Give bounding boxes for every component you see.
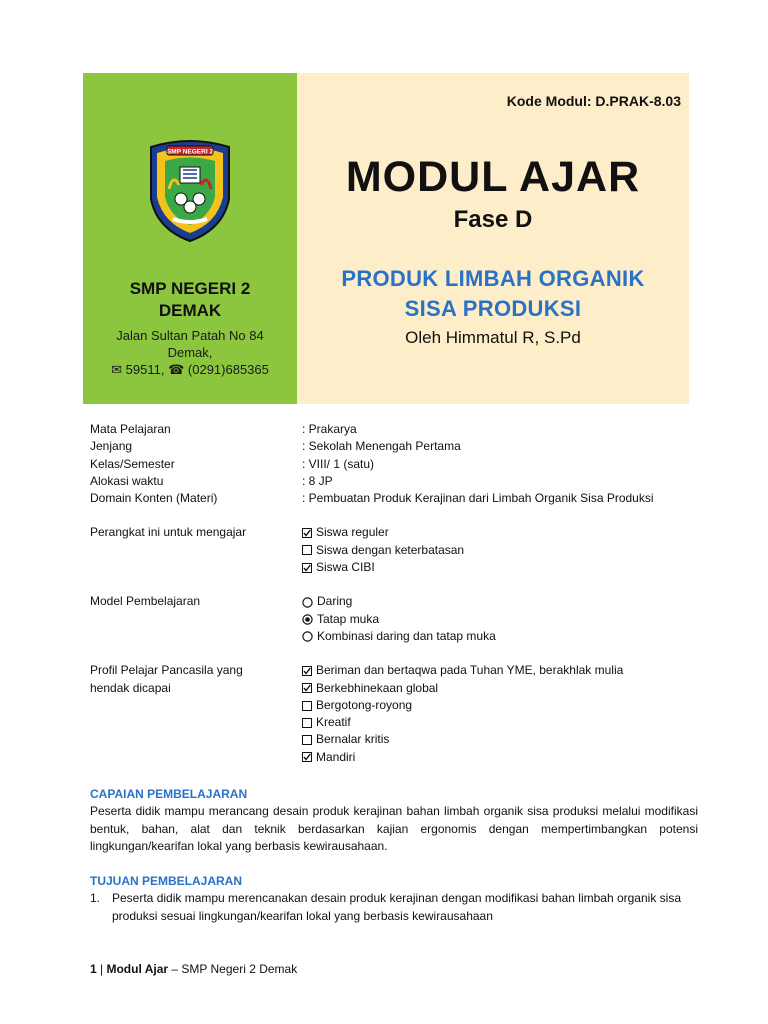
section-body: Peserta didik mampu merancang desain produk kerajinan bahan limbah organik sisa produksi melalui modifikasi bentuk, bahan, alat dan teknik berdasarkan kajian ergonomis dengan mempertimbangkan potensi lingkungan/kearifan lokal yang berbasis kewirausahaan. [90,804,698,853]
option-label: Beriman dan bertaqwa pada Tuhan YME, berakhlak mulia [316,663,624,678]
info-row-audience [90,524,700,576]
info-value: : Pembuatan Produk Kerajinan dari Limbah Organik Sisa Produksi [302,491,654,506]
info-value: : Sekolah Menengah Pertama [302,439,461,454]
objective-number: 1. [90,891,101,905]
radio-empty-icon[interactable] [302,631,313,642]
radio-option[interactable] [302,611,700,628]
checkbox-option[interactable] [302,680,700,697]
cover-block [83,73,689,404]
radio-option[interactable] [302,628,700,645]
checkbox-empty-icon[interactable] [302,735,312,745]
info-label: Perangkat ini untuk mengajar [90,525,247,540]
info-value: : 8 JP [302,473,333,488]
info-row-level [90,438,700,455]
profile-label-line2: hendak dicapai [90,680,171,695]
footer-separator: | [96,962,107,976]
audience-options [302,524,700,576]
checkbox-option[interactable] [302,524,700,541]
info-label [90,662,300,697]
option-label: Bergotong-royong [316,697,413,712]
postal-code: 59511, [125,362,165,377]
school-name-line1: SMP NEGERI 2 [129,279,251,298]
page-number: 1 [90,962,97,976]
radio-empty-icon[interactable] [302,597,313,608]
info-value: : VIII/ 1 (satu) [302,456,375,471]
info-row-time [90,473,700,490]
info-row-class [90,456,700,473]
phase-label: Fase D [453,206,533,233]
checkbox-empty-icon[interactable] [302,718,312,728]
option-label: Tatap muka [317,611,380,626]
learning-objectives-section [90,873,698,925]
info-row-profile [90,662,700,766]
footer-school: – SMP Negeri 2 Demak [168,962,298,976]
model-options [302,593,700,645]
option-label: Kreatif [316,715,351,730]
info-label: Jenjang [90,439,133,454]
option-label: Siswa dengan keterbatasan [316,542,465,557]
checkbox-checked-icon[interactable] [302,563,312,573]
checkbox-option[interactable] [302,697,700,714]
logo-text: SMP NEGERI 2 [166,148,214,156]
learning-outcomes-section [90,786,698,856]
section-heading: TUJUAN PEMBELAJARAN [90,874,243,888]
option-label: Siswa reguler [316,525,389,540]
option-label: Mandiri [316,749,356,764]
info-label: Model Pembelajaran [90,594,201,609]
cover-school-panel [83,73,297,404]
option-label: Berkebhinekaan global [316,680,439,695]
info-label: Alokasi waktu [90,473,164,488]
page-footer [90,962,297,976]
radio-selected-icon[interactable] [302,614,313,625]
checkbox-empty-icon[interactable] [302,545,312,555]
info-label: Kelas/Semester [90,456,175,471]
info-label: Mata Pelajaran [90,422,171,436]
module-code: Kode Modul: D.PRAK-8.03 [506,93,681,109]
topic-line1: PRODUK LIMBAH ORGANIK [341,266,645,291]
mail-icon: ✉ [111,362,123,377]
author-line: Oleh Himmatul R, S.Pd [405,328,581,347]
phone-icon: ☎ [168,362,185,377]
checkbox-checked-icon[interactable] [302,528,312,538]
info-label: Domain Konten (Materi) [90,491,218,506]
contact-line [83,361,297,378]
option-label: Kombinasi daring dan tatap muka [317,628,496,643]
checkbox-checked-icon[interactable] [302,683,312,693]
address-line1: Jalan Sultan Patah No 84 [116,328,264,343]
radio-option[interactable] [302,593,700,610]
option-label: Daring [317,594,353,609]
section-heading: CAPAIAN PEMBELAJARAN [90,787,248,801]
checkbox-option[interactable] [302,731,700,748]
info-row-model [90,593,700,645]
checkbox-option[interactable] [302,542,700,559]
school-name-line2: DEMAK [158,301,222,320]
option-label: Siswa CIBI [316,560,375,575]
info-row-domain [90,490,700,507]
checkbox-option[interactable] [302,749,700,766]
school-name [83,278,297,322]
address-line2: Demak, [167,345,213,360]
school-logo [143,137,237,245]
checkbox-option[interactable] [302,714,700,731]
checkbox-empty-icon[interactable] [302,701,312,711]
phone-number: (0291)685365 [187,362,269,377]
footer-title: Modul Ajar [106,962,169,976]
objective-text: Peserta didik mampu merencanakan desain produk kerajinan dengan modifikasi bahan limbah organik sisa produksi sesuai lingkungan/kearifan lokal yang berbasis kewirausahaan [112,891,681,923]
checkbox-option[interactable] [302,662,700,679]
checkbox-option[interactable] [302,559,700,576]
option-label: Bernalar kritis [316,732,390,747]
profile-options [302,662,700,766]
module-title: MODUL AJAR [345,153,641,201]
topic-line2: SISA PRODUKSI [404,296,582,321]
info-value: : Prakarya [302,422,357,436]
topic-title [297,264,689,324]
profile-label-line1: Profil Pelajar Pancasila yang [90,663,243,678]
cover-title-panel [297,73,689,404]
objective-item [90,890,698,925]
info-row-subject [90,421,700,438]
checkbox-checked-icon[interactable] [302,752,312,762]
checkbox-checked-icon[interactable] [302,666,312,676]
school-address [83,327,297,378]
module-info [90,421,700,766]
